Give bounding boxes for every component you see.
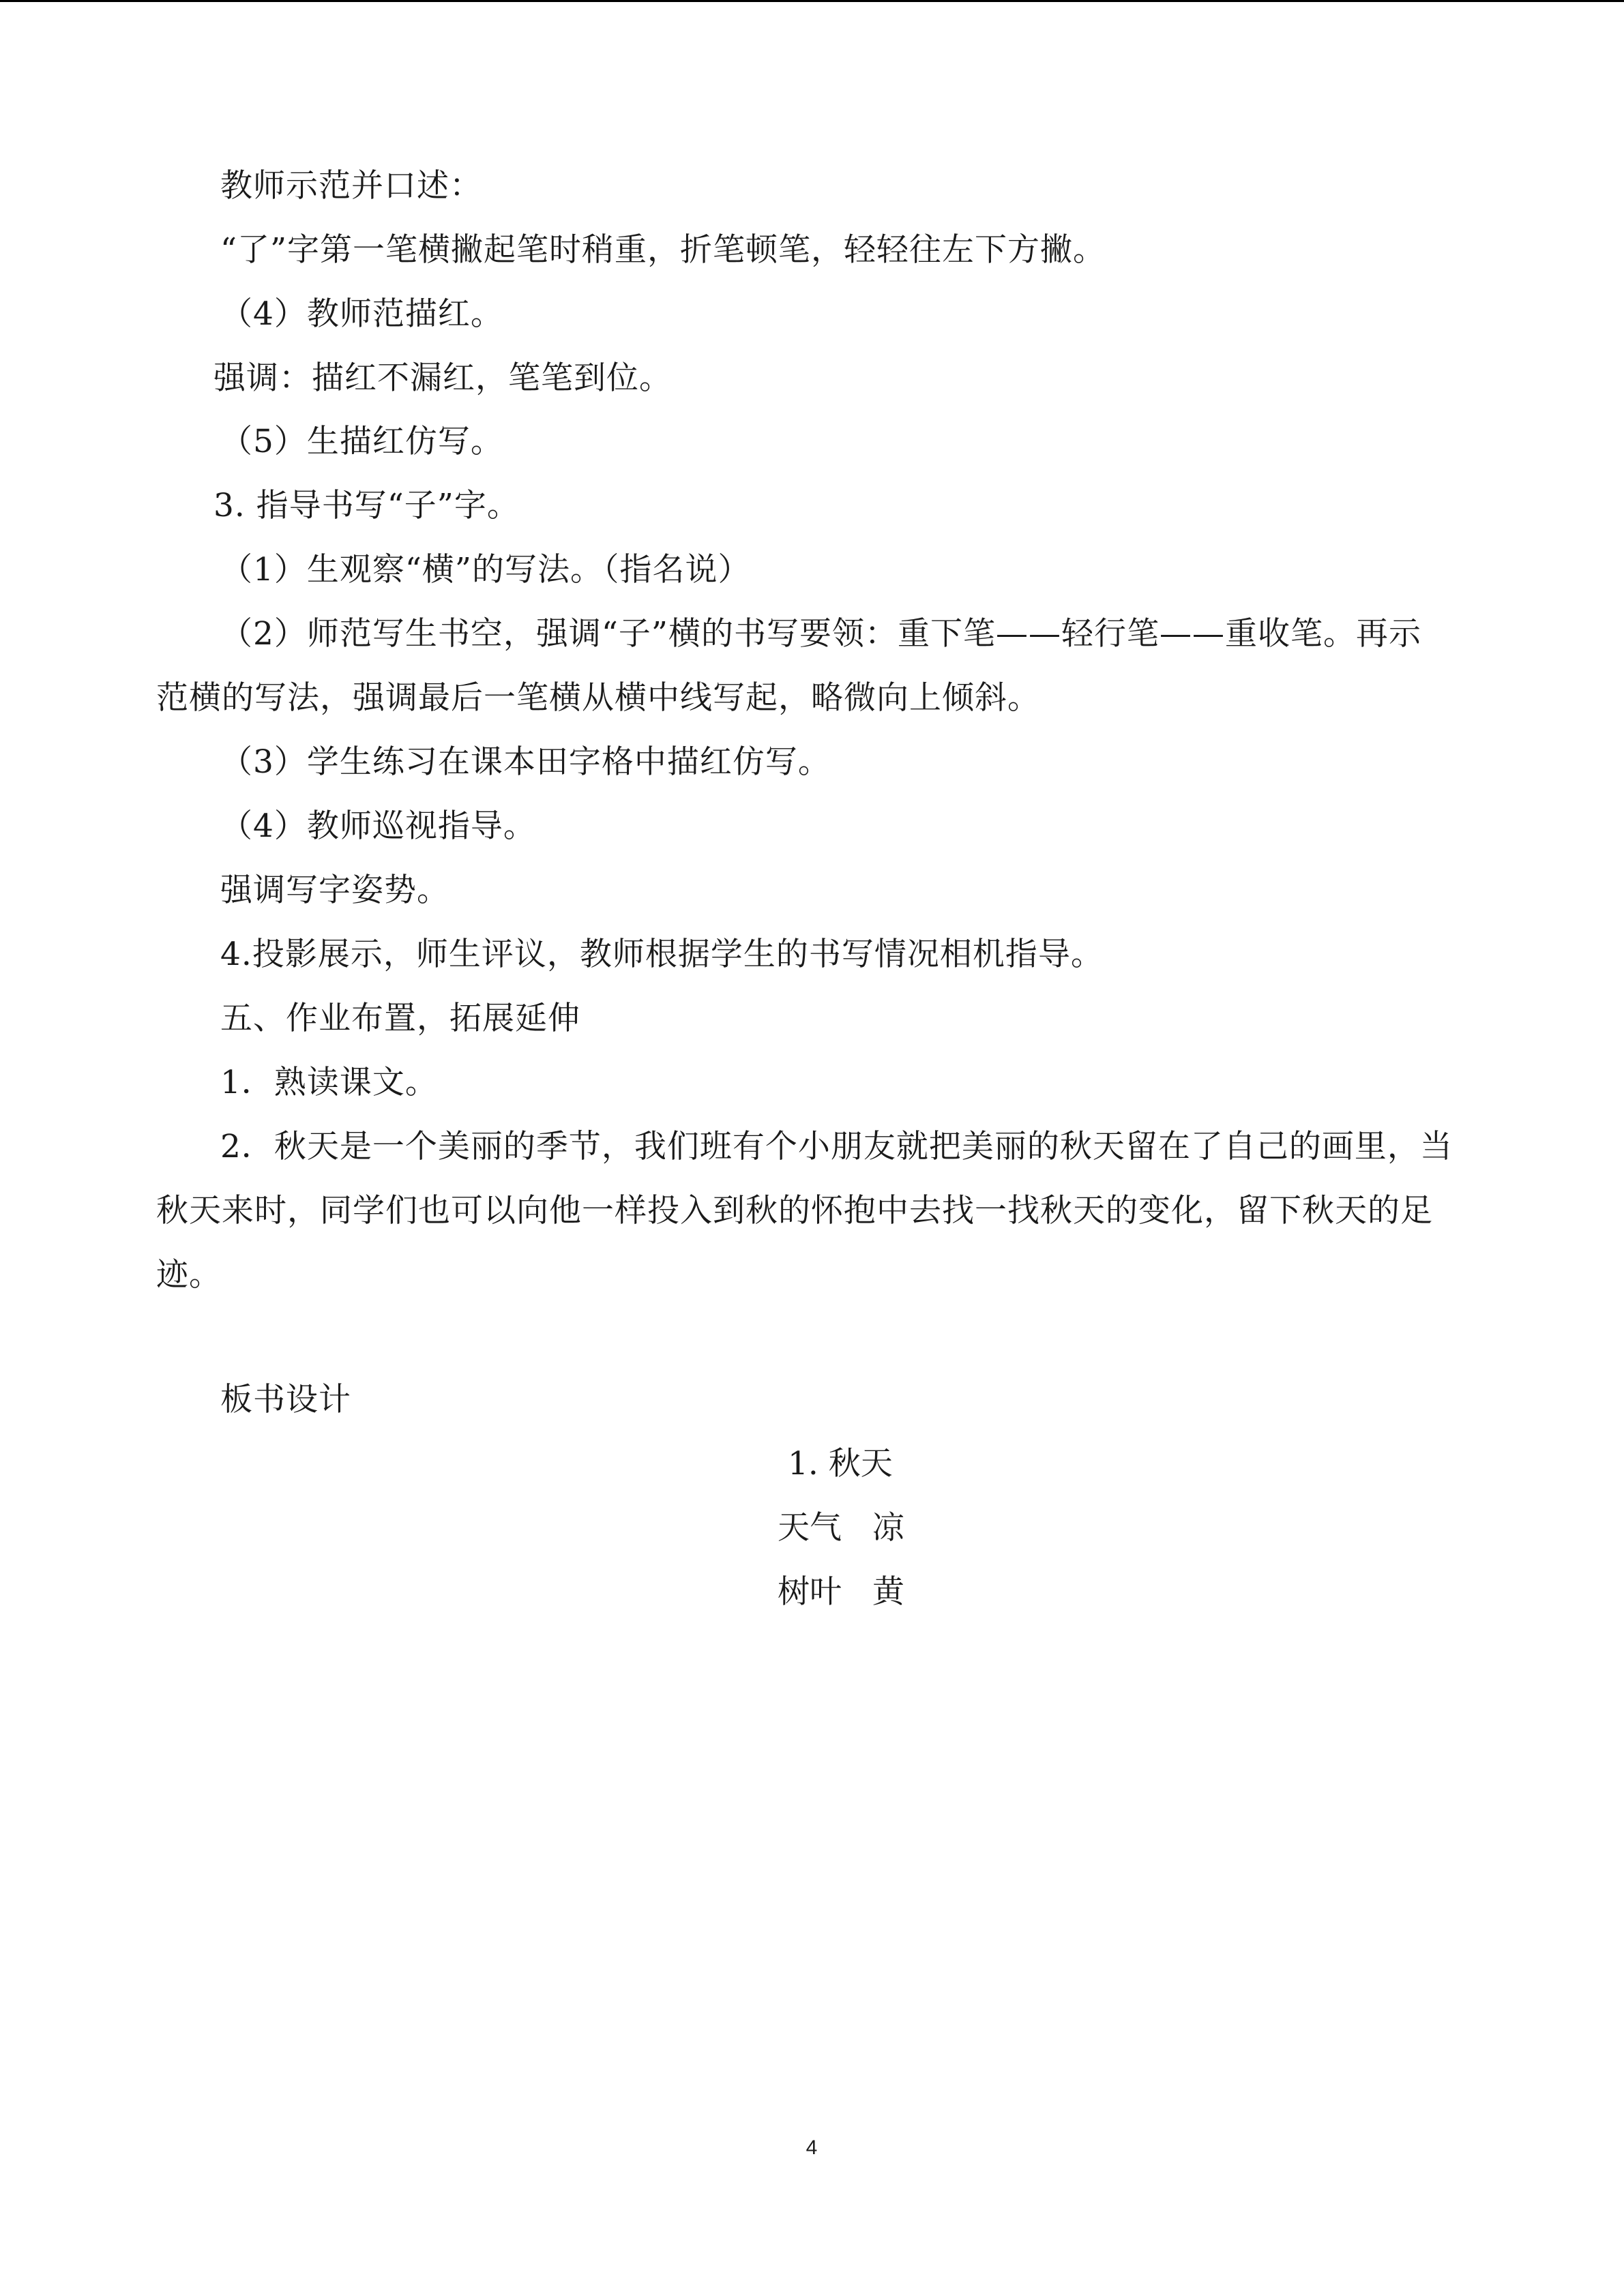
page-top-border [0,0,1624,2]
body-line: 强调：描红不漏红，笔笔到位。 [213,359,672,397]
body-line: 教师示范并口述： [220,167,482,205]
body-line: 强调写字姿势。 [220,871,449,909]
board-design-row: 树叶 黄 [778,1573,904,1611]
body-line: （5）生描红仿写。 [220,423,503,460]
body-line: （3）学生练习在课本田字格中描红仿写。 [220,743,831,781]
body-line: 2．秋天是一个美丽的季节，我们班有个小朋友就把美丽的秋天留在了自己的画里，当 [220,1128,1453,1165]
body-line: 3. 指导书写“子”字。 [213,487,520,524]
body-line: （1）生观察“横”的写法。（指名说） [220,551,751,588]
body-line: 秋天来时，同学们也可以向他一样投入到秋的怀抱中去找一找秋天的变化，留下秋天的足 [156,1192,1433,1229]
body-line: 范横的写法，强调最后一笔横从横中线写起，略微向上倾斜。 [156,679,1040,717]
board-design-row: 天气 凉 [778,1509,904,1547]
body-line: 4.投影展示，师生评议，教师根据学生的书写情况相机指导。 [220,936,1104,973]
body-line: “了”字第一笔横撇起笔时稍重，折笔顿笔，轻轻往左下方撇。 [220,231,1106,269]
board-design-title: 1. 秋天 [788,1445,893,1482]
section-heading: 五、作业布置，拓展延伸 [220,1000,580,1037]
page-number: 4 [806,2136,818,2159]
body-line: （2）师范写生书空，强调“子”横的书写要领：重下笔——轻行笔——重收笔。再示 [220,615,1421,653]
body-line: （4）教师范描红。 [220,295,503,333]
body-line: 迹。 [156,1256,222,1294]
board-design-heading: 板书设计 [220,1381,351,1418]
body-line: 1．熟读课文。 [220,1064,438,1101]
body-line: （4）教师巡视指导。 [220,807,536,845]
